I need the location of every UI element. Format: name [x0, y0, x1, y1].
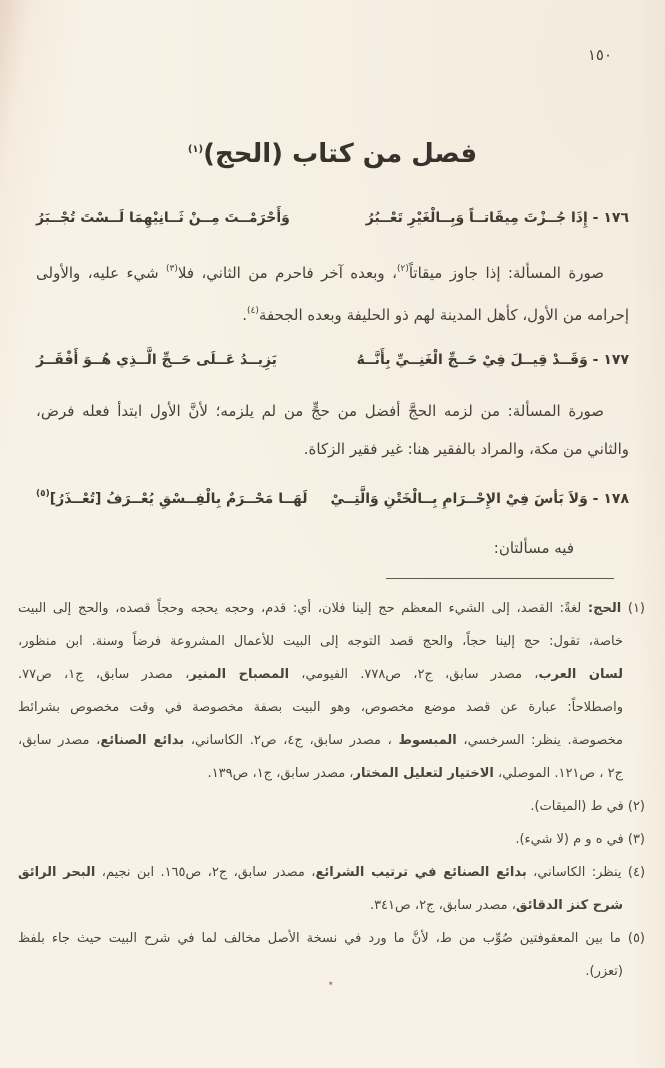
chapter-title-text: فصل من كتاب (الحج) [203, 139, 478, 169]
footnote-text: ج٢ ، ص١٢١. الموصلي، [493, 766, 623, 781]
footnote-book-title: الحج: [587, 601, 622, 616]
verse-178 [36, 476, 629, 517]
footnote-line [18, 658, 645, 691]
commentary-176-text: ، وبعده آخر فاحرم من الثاني، فلا [177, 264, 397, 282]
footnote-text: ، مصدر سابق، ج٢، ص١٦٥. ابن نجيم، [95, 865, 316, 880]
footnote-3 [18, 823, 645, 856]
footnote-2 [18, 790, 645, 823]
footnote-ref-2: (٢) [396, 264, 409, 274]
footnote-line [18, 757, 645, 790]
verse-177-number: ١٧٧ - [592, 352, 629, 368]
footnote-text: (تعزر). [585, 964, 623, 979]
title-footnote-ref: (١) [187, 144, 204, 155]
footnote-book-title: لسان العرب [538, 667, 623, 682]
footnotes-section [18, 592, 645, 988]
footnote-marker: (٥) [620, 931, 645, 946]
footnote-book-title: الاختيار لتعليل المختار [353, 766, 494, 781]
footnote-marker: (٢) [623, 799, 645, 814]
footnote-book-title: المبسوط [398, 733, 457, 748]
verse-176 [36, 200, 629, 236]
footnote-ref-3: (٣) [166, 264, 178, 274]
footnote-text: خاصة، تقول: حج إلينا حجاً، والحج قصد التوجه إلى البيت للأعمال المشروعة فرضاً وسنة. ابن منظور، [18, 634, 623, 649]
verse-177-first-text: وَقَــدْ قِيــلَ فِيْ حَــجِّ الْغَنِــيِّ بِأَنَّــهُ [356, 352, 588, 368]
verse-177 [36, 342, 629, 378]
footnote-separator-rule [386, 578, 614, 579]
footnote-line [18, 592, 645, 625]
footnote-book-title: المصباح المنير [189, 667, 290, 682]
footnote-line [18, 856, 645, 889]
commentary-176-text: شيء عليه، والأولى إحرامه من الأول، كأهل المدينة لهم ذو الحليفة وبعده الجحفة [36, 264, 629, 324]
footnote-book-title: بدائع الصنائع في ترتيب الشرائع [315, 865, 527, 880]
verse-177-first-hemistich [357, 342, 629, 378]
chapter-title [36, 130, 629, 174]
verse-176-second-hemistich: وَأَحْرَمْــتَ مِــنْ ثَــانِيْهِمَا لَــسْتَ تُجْــبَرُ [36, 210, 290, 226]
verse-178-number: ١٧٨ - [592, 491, 629, 507]
verse-178-second-hemistich [36, 476, 308, 517]
verse-176-first-text: إِذَا جُــزْتَ مِيقَاتــاً وَبِــالْغَيْرِ تَعْــبُرُ [365, 210, 588, 226]
footnote-text: واصطلاحاً: عبارة عن قصد موضع مخصوص، وهو البيت بصفة مخصوصة في وقت مخصوص بشرائط [18, 700, 623, 715]
footnote-marker: (٤) [621, 865, 646, 880]
commentary-177: صورة المسألة: من لزمه الحجَّ أفضل من حجٍّ من لم يلزمه؛ لأنَّ الأول ابتدأ فعله فرض، والثاني من مكة، والمراد بالفقير هنا: غير فقير الزكاة. [36, 402, 629, 458]
stray-ink-mark: ٭ [328, 978, 334, 989]
footnote-text: لغةً: القصد، إلى الشيء المعظم حج إلينا فلان، أي: قدم، وحجه يحجه وحجاً قصده، والحج إلى البيت [18, 601, 588, 616]
footnote-text: ، مصدر سابق، ج٢، ص٣٤١. [369, 898, 516, 913]
commentary-176 [36, 250, 629, 334]
footnote-text: ما بين المعقوفتين صُوِّب من ط، لأنَّ ما ورد في نسخة الأصل مخالف لما في شرح البيت حيث جاء بلفظ [18, 931, 621, 946]
footnote-text: في ه و م (لا شيء). [515, 832, 624, 847]
footnote-line [18, 691, 645, 724]
commentary-176-text: صورة المسألة: إذا جاوز ميقاتاً [408, 264, 604, 282]
verse-178-second-text: لَهَــا مَحْــرَمٌ بِالْفِــسْقِ يُعْــرَفُ [تُعْــذَرُ] [49, 491, 308, 507]
verse-178-first-text: وَلاَ بَأسَ فِيْ الإِحْــرَامِ بِــالْخَتْنِ وَالَّتِــيْ [330, 491, 588, 507]
scanned-book-page [0, 44, 665, 1068]
footnote-ref-5: (٥) [36, 489, 50, 499]
verse-178-first-hemistich [331, 481, 629, 517]
footnote-line [18, 922, 645, 955]
footnote-line [18, 889, 645, 922]
verse-177-second-hemistich: يَزِيــدُ عَــلَى حَــجِّ الَّــذِي هُــوَ أَفْقَــرُ [36, 352, 277, 368]
footnote-book-title: بدائع الصنائع [100, 733, 185, 748]
footnote-text: ، مصدر سابق، ج٤، ص٢. الكاساني، [184, 733, 399, 748]
commentary-176-text: . [242, 306, 248, 324]
footnote-line [18, 724, 645, 757]
footnote-book-title: شرح كنز الدقائق [515, 898, 623, 913]
footnote-text: ، مصدر سابق، ج١، ص٧٧. [18, 667, 190, 682]
footnote-text: ينظر: الكاساني، [526, 865, 622, 880]
footnote-text: ، مصدر سابق، ج٢، ص٧٧٨. الفيومي، [289, 667, 539, 682]
footnote-line [18, 823, 645, 856]
footnote-ref-4: (٤) [247, 306, 259, 316]
footnote-text: في ط (الميقات). [530, 799, 624, 814]
footnote-4 [18, 856, 645, 922]
verse-176-number: ١٧٦ - [592, 210, 629, 226]
two-issues-intro: فيه مسألتان: [493, 539, 574, 557]
footnote-1 [18, 592, 645, 790]
footnote-line [18, 625, 645, 658]
footnote-text: ، مصدر سابق، [18, 733, 101, 748]
footnote-text: مخصوصة. ينظر: السرخسي، [456, 733, 624, 748]
book-page [0, 44, 665, 988]
page-number: ١٥٠ [587, 46, 612, 64]
verse-176-first-hemistich [366, 200, 629, 236]
footnote-marker: (٣) [623, 832, 645, 847]
footnote-book-title: البحر الرائق [18, 865, 96, 880]
footnote-text: ، مصدر سابق، ج١، ص١٣٩. [207, 766, 354, 781]
footnote-marker: (١) [621, 601, 645, 616]
footnote-line [18, 790, 645, 823]
